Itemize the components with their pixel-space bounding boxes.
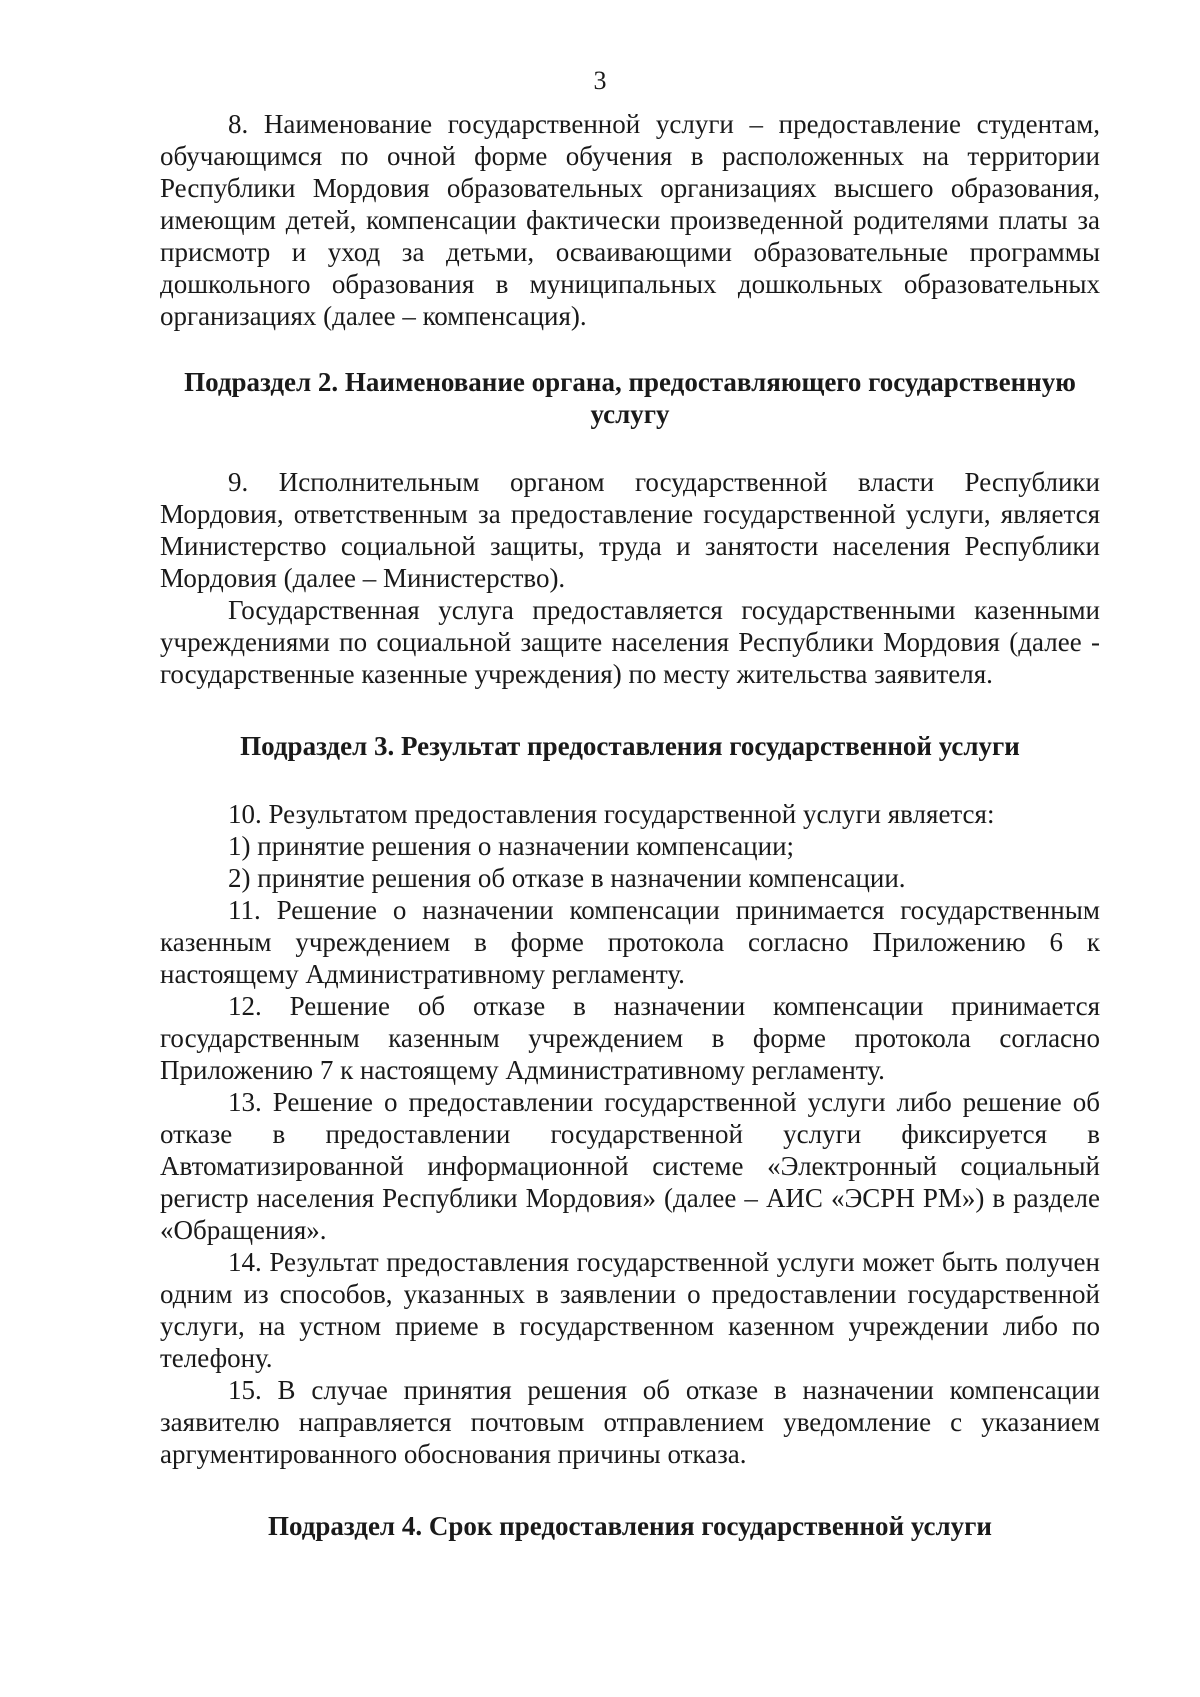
page-number: 3	[593, 66, 607, 95]
paragraph-10-item-2: 2) принятие решения об отказе в назначении компенсации.	[228, 863, 906, 893]
paragraph-12: 12. Решение об отказе в назначении компенсации принимается государственным казенным учреждением в форме протокола согласно Приложению 7 к настоящему Административному регламенту.	[160, 991, 1100, 1085]
paragraph-13: 13. Решение о предоставлении государственной услуги либо решение об отказе в предоставлении государственной услуги фиксируется в Автоматизированной информационной системе «Электронный социальный регистр населения Республики Мордовия» (далее – АИС «ЭСРН РМ») в разделе «Обращения».	[160, 1087, 1100, 1245]
subsection-4-heading: Подраздел 4. Срок предоставления государственной услуги	[268, 1511, 992, 1541]
subsection-3-heading: Подраздел 3. Результат предоставления государственной услуги	[240, 731, 1020, 761]
paragraph-9-continued: Государственная услуга предоставляется государственными казенными учреждениями по социальной защите населения Республики Мордовия (далее - государственные казенные учреждения) по месту жительства заявителя.	[160, 595, 1100, 689]
paragraph-14: 14. Результат предоставления государственной услуги может быть получен одним из способов, указанных в заявлении о предоставлении государственной услуги, на устном приеме в государственном казенном учреждении либо по телефону.	[160, 1247, 1100, 1373]
paragraph-11: 11. Решение о назначении компенсации принимается государственным казенным учреждением в форме протокола согласно Приложению 6 к настоящему Административному регламенту.	[160, 895, 1100, 989]
subsection-2-heading: Подраздел 2. Наименование органа, предоставляющего государственную услугу	[184, 367, 1076, 429]
paragraph-10-item-1: 1) принятие решения о назначении компенсации;	[228, 831, 795, 861]
paragraph-8: 8. Наименование государственной услуги – предоставление студентам, обучающимся по очной форме обучения в расположенных на территории Республики Мордовия образовательных организациях высшего образования, имеющим детей, компенсации фактически произведенной родителями платы за присмотр и уход за детьми, осваивающими образовательные программы дошкольного образования в муниципальных дошкольных образовательных организациях (далее – компенсация).	[160, 109, 1100, 331]
paragraph-9: 9. Исполнительным органом государственной власти Республики Мордовия, ответственным за предоставление государственной услуги, является Министерство социальной защиты, труда и занятости населения Республики Мордовия (далее – Министерство).	[160, 467, 1100, 593]
document-body	[160, 108, 1100, 1542]
paragraph-10: 10. Результатом предоставления государственной услуги является:	[228, 799, 995, 829]
paragraph-15: 15. В случае принятия решения об отказе в назначении компенсации заявителю направляется почтовым отправлением уведомление с указанием аргументированного обоснования причины отказа.	[160, 1375, 1100, 1469]
